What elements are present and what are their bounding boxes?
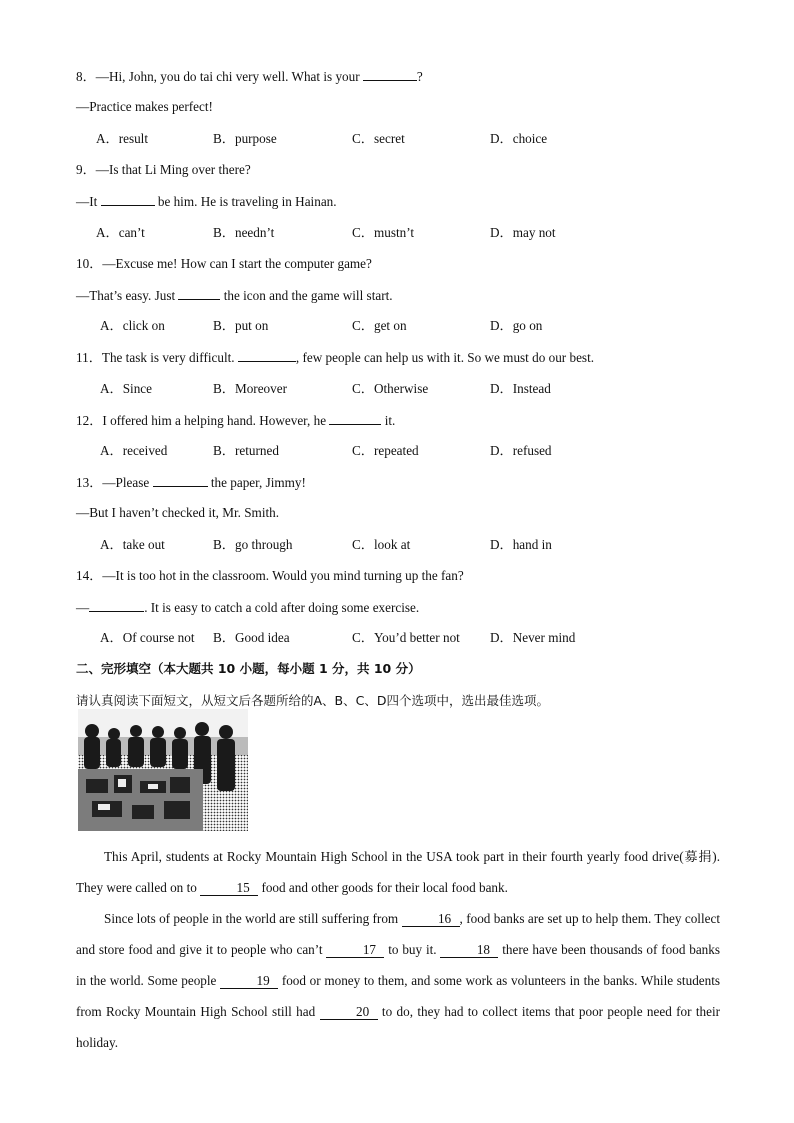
option-b: B．Moreover <box>213 381 287 396</box>
question-13: 13．—Please the paper, Jimmy! <box>76 475 306 490</box>
answer-blank <box>89 598 144 612</box>
option-b: B．put on <box>213 318 269 333</box>
question-8-reply: —Practice makes perfect! <box>76 99 213 114</box>
option-a: A．result <box>96 131 149 146</box>
section-heading: 二、完形填空（本大题共 10 小题，每小题 1 分，共 10 分） <box>76 661 421 676</box>
cloze-blank-17: 17 <box>326 942 384 958</box>
option-b: B．Good idea <box>213 630 290 645</box>
option-d: D．Instead <box>490 381 551 396</box>
question-9: 9．—Is that Li Ming over there? <box>76 162 251 177</box>
section-instruction: 请认真阅读下面短文，从短文后各题所给的A、B、C、D四个选项中，选出最佳选项。 <box>76 693 549 708</box>
question-10: 10．—Excuse me! How can I start the computer game? <box>76 256 372 271</box>
question-11: 11．The task is very difficult. , few people can help us with it. So we must do our best. <box>76 350 595 365</box>
option-d: D．may not <box>490 225 556 240</box>
option-c: C．mustn’t <box>352 225 415 240</box>
question-14: 14．—It is too hot in the classroom. Would you mind turning up the fan? <box>76 568 464 583</box>
cloze-blank-15: 15 <box>200 880 258 896</box>
answer-blank <box>238 348 296 362</box>
question-12: 12．I offered him a helping hand. However, he it. <box>76 413 396 428</box>
answer-blank <box>101 192 155 206</box>
answer-blank <box>153 473 208 487</box>
passage-paragraph-2: Since lots of people in the world are still suffering from 16 , food banks are set up to help them. They collect and store food and give it to people who can’t 17 to buy it. 18 there have been thousands of food banks in the world. Some people 19 food or money to them, and some work as volunteers in the banks. While students from Rocky Mountain High School still had 20 to do, they had to collect items that poor people need for their holiday. <box>76 911 721 1050</box>
group-photo <box>78 709 248 831</box>
option-a: A．click on <box>100 318 165 333</box>
option-a: A．take out <box>100 537 165 552</box>
option-b: B．needn’t <box>213 225 275 240</box>
question-13-reply: —But I haven’t checked it, Mr. Smith. <box>76 505 280 520</box>
option-c: C．You’d better not <box>352 630 460 645</box>
answer-blank <box>363 67 417 81</box>
cloze-blank-16: 16 <box>402 911 460 927</box>
option-b: B．go through <box>213 537 293 552</box>
question-10-reply: —That’s easy. Just the icon and the game will start. <box>76 288 393 303</box>
option-a: A．Of course not <box>100 630 195 645</box>
cloze-blank-19: 19 <box>220 973 278 989</box>
answer-blank <box>178 286 220 300</box>
question-14-reply: — . It is easy to catch a cold after doing some exercise. <box>76 600 420 615</box>
option-c: C．look at <box>352 537 411 552</box>
option-d: D．refused <box>490 443 552 458</box>
option-a: A．can’t <box>96 225 145 240</box>
option-d: D．Never mind <box>490 630 576 645</box>
question-9-reply: —It be him. He is traveling in Hainan. <box>76 194 337 209</box>
option-c: C．Otherwise <box>352 381 429 396</box>
question-8: 8．—Hi, John, you do tai chi very well. What is your ? <box>76 69 423 84</box>
option-b: B．purpose <box>213 131 277 146</box>
answer-blank <box>329 411 381 425</box>
option-b: B．returned <box>213 443 279 458</box>
cloze-blank-18: 18 <box>440 942 498 958</box>
option-c: C．get on <box>352 318 407 333</box>
cloze-blank-20: 20 <box>320 1004 378 1020</box>
option-d: D．go on <box>490 318 543 333</box>
option-c: C．repeated <box>352 443 419 458</box>
option-d: D．hand in <box>490 537 552 552</box>
group-photo-image <box>78 709 248 831</box>
option-d: D．choice <box>490 131 548 146</box>
option-c: C．secret <box>352 131 405 146</box>
passage-paragraph-1: This April, students at Rocky Mountain High School in the USA took part in their fourth yearly food drive(募捐). They were called on to 15 food and other goods for their local food bank. <box>76 849 720 895</box>
option-a: A．Since <box>100 381 153 396</box>
option-a: A．received <box>100 443 168 458</box>
